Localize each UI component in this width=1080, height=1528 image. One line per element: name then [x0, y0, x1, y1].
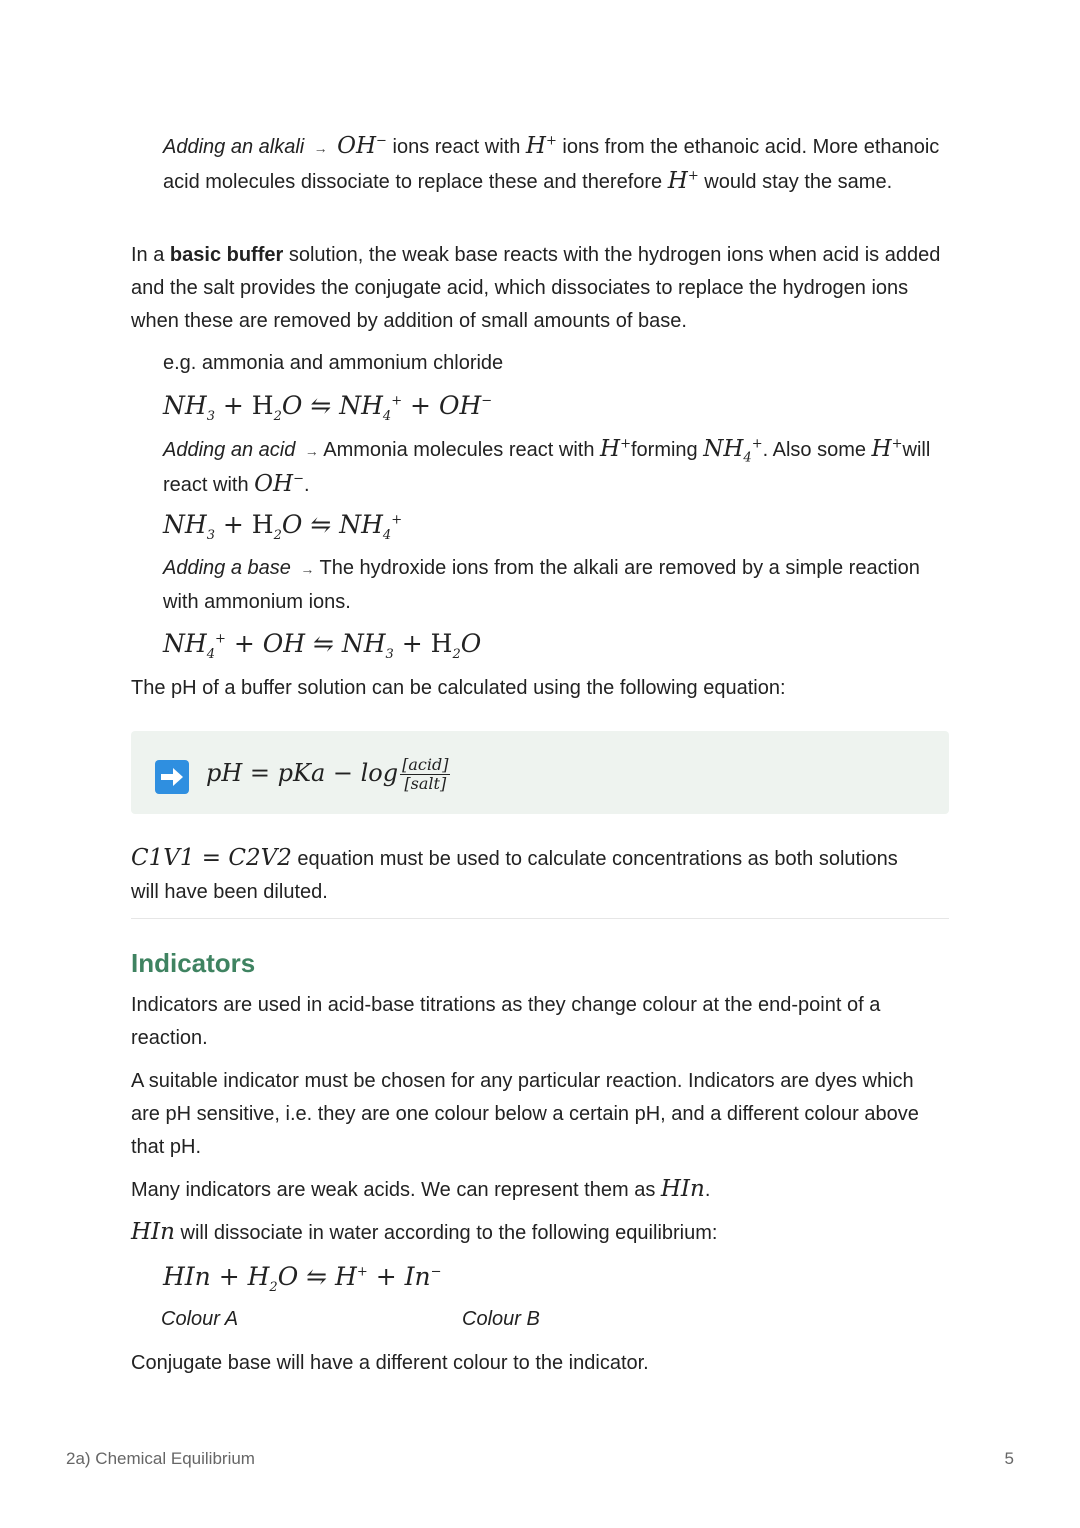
- ammonium-symbol: $NH_4^+$: [703, 436, 763, 466]
- arrow-right-icon: [155, 760, 189, 794]
- hydrogen-ion-symbol: H+: [871, 436, 903, 462]
- basic-buffer-term: basic buffer: [169, 244, 284, 266]
- dilution-formula: C1V1 = C2V2: [131, 845, 292, 871]
- indicators-paragraph-4: HIn will dissociate in water according to the following equilibrium:: [131, 1219, 718, 1245]
- indicators-paragraph-3: Many indicators are weak acids. We can represent them as HIn.: [131, 1176, 711, 1202]
- basic-buffer-paragraph: In a basic buffer solution, the weak base reacts with the hydrogen ions when acid is added and the salt provides the conjugate acid, which dissociates to replace the hydrogen ions when these are removed by addition of small amounts of base.: [131, 244, 941, 332]
- indicators-heading: Indicators: [131, 948, 256, 978]
- adding-alkali-paragraph: Adding an alkali → OH− ions react with H+ ions from the ethanoic acid. More ethanoic acid molecules dissociate to replace these and therefore H+ would stay the same.: [163, 133, 940, 194]
- right-arrow-icon: →: [300, 443, 319, 459]
- indicators-paragraph-5: Conjugate base will have a different colour to the indicator.: [131, 1352, 649, 1374]
- hin-symbol: HIn: [660, 1176, 705, 1202]
- equation-ammonia-water: $NH_3 + H_2O$ ⇋ $NH_4^+ + OH^-$: [163, 391, 493, 424]
- equation-ammonium-hydroxide: $NH_4^+$ + OH ⇋ $NH_3 + H_2O$: [163, 629, 482, 662]
- hydroxide-symbol: OH−: [254, 471, 304, 497]
- page-number: 5: [1004, 1449, 1014, 1468]
- hydrogen-ion-symbol: H+: [525, 133, 557, 159]
- adding-acid-label: Adding an acid: [163, 439, 296, 461]
- adding-base-paragraph: Adding a base → The hydroxide ions from the alkali are removed by a simple reaction with ammonium ions.: [163, 557, 920, 613]
- right-arrow-icon: →: [296, 561, 315, 577]
- hydroxide-symbol: OH−: [337, 133, 387, 159]
- section-divider: [131, 918, 949, 919]
- footer-section-title: 2a) Chemical Equilibrium: [66, 1449, 255, 1468]
- ph-formula-callout: [131, 731, 949, 814]
- adding-acid-paragraph: Adding an acid → Ammonia molecules react with H+forming $NH_4^+$. Also some H+will react with OH−.: [163, 436, 931, 497]
- hydrogen-ion-symbol: H+: [667, 168, 699, 194]
- indicators-paragraph-2: A suitable indicator must be chosen for any particular reaction. Indicators are dyes which are pH sensitive, i.e. they are one colour below a certain pH, and a different colour above that pH.: [131, 1070, 919, 1158]
- dilution-paragraph: C1V1 = C2V2 equation must be used to calculate concentrations as both solutions will have been diluted.: [131, 845, 898, 903]
- ph-intro-text: The pH of a buffer solution can be calculated using the following equation:: [131, 677, 786, 699]
- equation-ammonia-acid: $NH_3 + H_2O$ ⇋ $NH_4^+$: [163, 510, 403, 543]
- colour-b-label: Colour B: [462, 1308, 540, 1330]
- acid-salt-fraction: $\frac{\text{[acid]}}{\text{[salt]}}$: [402, 755, 449, 793]
- adding-alkali-label: Adding an alkali: [163, 136, 305, 158]
- indicators-paragraph-1: Indicators are used in acid-base titrations as they change colour at the end-point of a reaction.: [131, 994, 881, 1049]
- example-text: e.g. ammonia and ammonium chloride: [163, 352, 504, 374]
- equation-indicator: HIn + $H_2O$ ⇋ H+ + In−: [163, 1262, 442, 1295]
- adding-base-label: Adding a base: [163, 557, 291, 579]
- right-arrow-icon: →: [309, 140, 332, 156]
- hydrogen-ion-symbol: H+: [600, 436, 631, 462]
- colour-a-label: Colour A: [161, 1308, 239, 1330]
- hin-symbol: HIn: [131, 1219, 175, 1245]
- ph-formula: pH = pKa − log $\frac{\text{[acid]}}{\text{[salt]}}$: [206, 755, 449, 793]
